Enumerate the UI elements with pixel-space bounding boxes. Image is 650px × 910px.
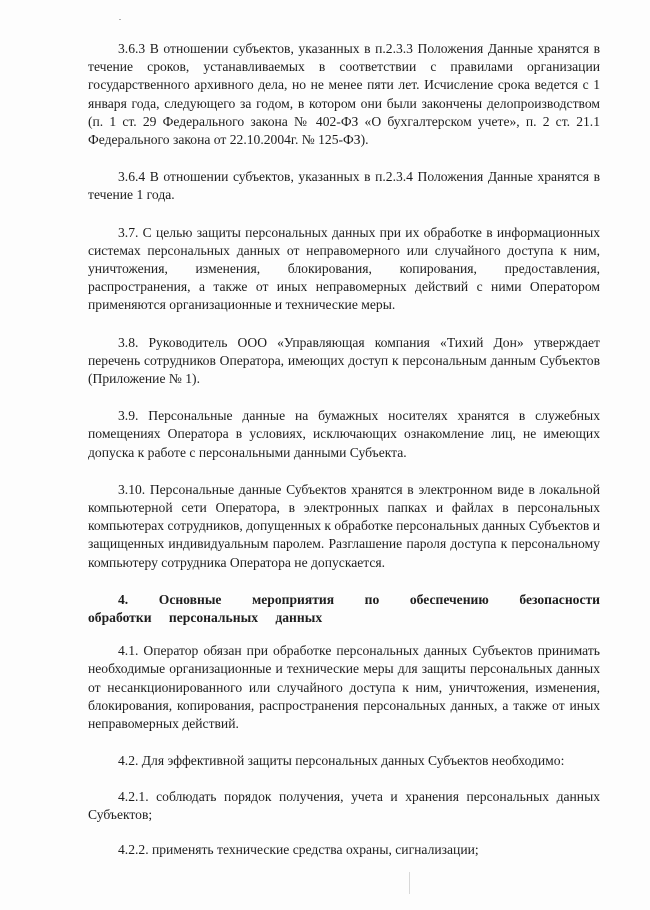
paragraph-3-9: 3.9. Персональные данные на бумажных носителях хранятся в служебных помещениях Оператора в условиях, исключающих ознакомление лиц, не имеющих допуска к работе с персональными данными Субъекта.: [88, 408, 600, 460]
paragraph-4-1: 4.1. Оператор обязан при обработке персональных данных Субъектов принимать необходимые организационные и технические меры для защиты персональных данных от несанкционированного или случайного доступа к ним, уничтожения, изменения, блокирования, копирования, распространения персональных данных, а также от иных неправомерных действий.: [88, 643, 600, 732]
scan-artifact: [119, 19, 121, 20]
scan-artifact-line: [409, 872, 410, 894]
paragraph-3-7: 3.7. С целью защиты персональных данных при их обработке в информационных системах персональных данных от неправомерного или случайного доступа к ним, уничтожения, изменения, блокирования, копирования, предоставления, распространения, а также от иных неправомерных действий с ними Оператором применяются организационные и технические меры.: [88, 224, 600, 313]
paragraph-3-8: 3.8. Руководитель ООО «Управляющая компания «Тихий Дон» утверждает перечень сотрудников Оператора, имеющих доступ к персональным данным Субъектов (Приложение № 1).: [88, 334, 600, 387]
paragraph-3-10: 3.10. Персональные данные Субъектов хранятся в электронном виде в локальной компьютерной сети Оператора, в электронных папках и файлах в персональных компьютерах сотрудников, допущенных к обработке персональных данных Субъектов и защищенных индивидуальным паролем. Разглашение пароля доступа к персональному компьютеру сотрудника Оператора не допускается.: [88, 481, 600, 570]
paragraph-3-6-3: 3.6.3 В отношении субъектов, указанных в п.2.3.3 Положения Данные хранятся в течение сроков, устанавливаемых в соответствии с правилами организации государственного архивного дела, но не менее пяти лет. Исчисление срока ведется с 1 января года, следующего за годом, в котором они были закончены делопроизводством (п. 1 ст. 29 Федерального закона № 402-ФЗ «О бухгалтерском учете», п. 2 ст. 21.1 Федерального закона от 22.10.2004г. № 125-ФЗ).: [88, 41, 600, 148]
paragraph-4-2-2: 4.2.2. применять технические средства охраны, сигнализации;: [118, 841, 479, 857]
paragraph-4-2-1: 4.2.1. соблюдать порядок получения, учета и хранения персональных данных Субъектов;: [88, 788, 600, 822]
paragraph-3-6-4: 3.6.4 В отношении субъектов, указанных в п.2.3.4 Положения Данные хранятся в течение 1 года.: [88, 169, 600, 203]
paragraph-4-2: 4.2. Для эффективной защиты персональных данных Субъектов необходимо:: [118, 753, 565, 769]
section-heading-4: 4. Основные мероприятия по обеспечению безопасности обработки персональных данных: [88, 591, 600, 626]
document-body: [88, 40, 600, 876]
